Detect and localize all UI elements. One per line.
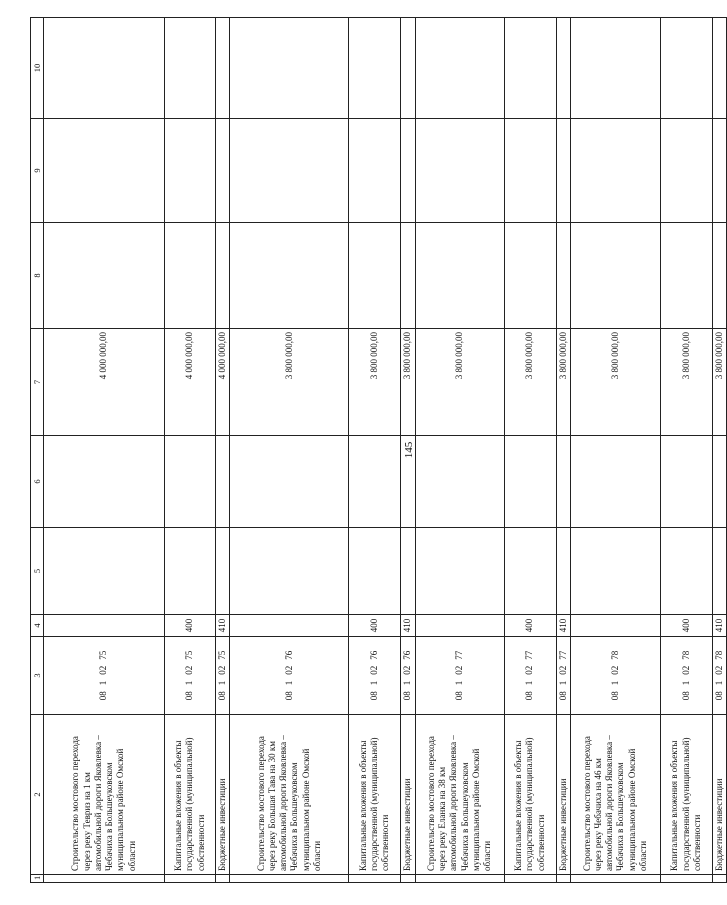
- expense-type: 410: [556, 615, 570, 637]
- amount: 3 800 000,00: [349, 329, 401, 436]
- row-index-cell: [349, 875, 401, 883]
- column-number-10: 10: [31, 18, 44, 119]
- code-part: 08: [283, 691, 294, 701]
- expense-type: [570, 615, 660, 637]
- expense-type: [230, 615, 349, 637]
- table-row: [504, 18, 556, 883]
- col-8-cell: [349, 223, 401, 329]
- col-10-cell: [556, 18, 570, 119]
- code-part: 76: [402, 650, 413, 660]
- column-number-4: 4: [31, 615, 44, 637]
- col-5-cell: [44, 528, 165, 615]
- target-code: [570, 637, 660, 715]
- target-code: [504, 637, 556, 715]
- col-6-cell: [216, 436, 230, 528]
- code-part: 76: [283, 650, 294, 660]
- item-name: Капитальные вложения в объекты государственной (муниципальной) собственности: [165, 715, 216, 875]
- col-8-cell: [216, 223, 230, 329]
- col-8-cell: [415, 223, 504, 329]
- item-name: Бюджетные инвестиции: [216, 715, 230, 875]
- code-part: 08: [453, 691, 464, 701]
- col-10-cell: [401, 18, 415, 119]
- code-part: 77: [557, 650, 568, 660]
- amount: 3 800 000,00: [660, 329, 712, 436]
- table-row: [712, 18, 726, 883]
- row-index-cell: [660, 875, 712, 883]
- table-row: [570, 18, 660, 883]
- page-number: 145: [403, 441, 415, 459]
- code-part: 78: [680, 650, 691, 660]
- col-6-cell: [230, 436, 349, 528]
- code-part: 08: [680, 691, 691, 701]
- col-6-cell: [712, 436, 726, 528]
- amount: 3 800 000,00: [504, 329, 556, 436]
- col-6-cell: [44, 436, 165, 528]
- table-row: [216, 18, 230, 883]
- code-part: 02: [184, 665, 195, 675]
- code-part: 75: [184, 650, 195, 660]
- code-part: 02: [283, 665, 294, 675]
- col-6-cell: [556, 436, 570, 528]
- table-row: [349, 18, 401, 883]
- column-number-7: 7: [31, 329, 44, 436]
- table-row: [556, 18, 570, 883]
- row-index-cell: [570, 875, 660, 883]
- amount: 3 800 000,00: [570, 329, 660, 436]
- col-10-cell: [216, 18, 230, 119]
- code-part: 77: [453, 650, 464, 660]
- code-part: 75: [98, 650, 109, 660]
- code-part: 02: [713, 665, 724, 675]
- col-5-cell: [556, 528, 570, 615]
- code-part: 02: [524, 665, 535, 675]
- amount: 3 800 000,00: [401, 329, 415, 436]
- col-10-cell: [349, 18, 401, 119]
- col-6-cell: [415, 436, 504, 528]
- code-part: 1: [283, 680, 294, 686]
- col-9-cell: [44, 119, 165, 223]
- item-name: Капитальные вложения в объекты государственной (муниципальной) собственности: [504, 715, 556, 875]
- column-number-3: 3: [31, 637, 44, 715]
- row-index-cell: [415, 875, 504, 883]
- col-8-cell: [165, 223, 216, 329]
- col-6-cell: [165, 436, 216, 528]
- col-8-cell: [712, 223, 726, 329]
- col-5-cell: [230, 528, 349, 615]
- amount: 4 000 000,00: [44, 329, 165, 436]
- target-code: [712, 637, 726, 715]
- col-9-cell: [660, 119, 712, 223]
- col-9-cell: [165, 119, 216, 223]
- item-name: Строительство мостового перехода через реку Чебачиха на 46 км автомобильной дороги Яковлевка – Чебачиха в Большеуковском муниципальном районе Омской области: [570, 715, 660, 875]
- col-8-cell: [230, 223, 349, 329]
- code-part: 75: [217, 650, 227, 660]
- amount: 3 800 000,00: [556, 329, 570, 436]
- col-8-cell: [44, 223, 165, 329]
- rotated-page: [30, 18, 724, 883]
- code-part: 78: [609, 650, 620, 660]
- col-5-cell: [570, 528, 660, 615]
- expense-type: 410: [712, 615, 726, 637]
- code-part: 08: [557, 691, 568, 701]
- col-6-cell: [504, 436, 556, 528]
- code-part: 1: [609, 680, 620, 686]
- expense-type: 410: [401, 615, 415, 637]
- code-part: 08: [217, 691, 227, 701]
- target-code: [660, 637, 712, 715]
- col-9-cell: [556, 119, 570, 223]
- code-part: 1: [713, 680, 724, 686]
- amount: 3 800 000,00: [230, 329, 349, 436]
- col-9-cell: [570, 119, 660, 223]
- col-9-cell: [415, 119, 504, 223]
- amount: 4 000 000,00: [165, 329, 216, 436]
- target-code: [165, 637, 216, 715]
- row-index-cell: [230, 875, 349, 883]
- expense-type: 400: [660, 615, 712, 637]
- col-9-cell: [216, 119, 230, 223]
- col-9-cell: [349, 119, 401, 223]
- col-9-cell: [712, 119, 726, 223]
- expense-type: 400: [504, 615, 556, 637]
- amount: 3 800 000,00: [712, 329, 726, 436]
- code-part: 02: [402, 665, 413, 675]
- code-part: 02: [680, 665, 691, 675]
- code-part: 76: [369, 650, 380, 660]
- code-part: 1: [369, 680, 380, 686]
- expense-type: 400: [349, 615, 401, 637]
- target-code: [556, 637, 570, 715]
- target-code: [44, 637, 165, 715]
- code-part: 08: [402, 691, 413, 701]
- col-5-cell: [165, 528, 216, 615]
- item-name: Бюджетные инвестиции: [712, 715, 726, 875]
- col-8-cell: [401, 223, 415, 329]
- col-8-cell: [660, 223, 712, 329]
- table-row: [660, 18, 712, 883]
- col-5-cell: [660, 528, 712, 615]
- table-body: [44, 18, 727, 883]
- code-part: 08: [184, 691, 195, 701]
- col-10-cell: [44, 18, 165, 119]
- code-part: 1: [557, 680, 568, 686]
- col-5-cell: [216, 528, 230, 615]
- column-number-2: 2: [31, 715, 44, 875]
- col-5-cell: [401, 528, 415, 615]
- target-code: [230, 637, 349, 715]
- col-10-cell: [504, 18, 556, 119]
- col-10-cell: [660, 18, 712, 119]
- code-part: 02: [217, 665, 227, 675]
- table-row: [230, 18, 349, 883]
- item-name: Строительство мостового перехода через реку Большая Тава на 30 км автомобильной дороги Яковлевка – Чебачиха в Большеуковском муниципальном районе Омской области: [230, 715, 349, 875]
- code-part: 78: [713, 650, 724, 660]
- code-part: 1: [98, 680, 109, 686]
- col-6-cell: [349, 436, 401, 528]
- code-part: 02: [98, 665, 109, 675]
- budget-table: [30, 17, 727, 883]
- col-8-cell: [556, 223, 570, 329]
- amount: 4 000 000,00: [216, 329, 230, 436]
- expense-type: 400: [165, 615, 216, 637]
- code-part: 08: [713, 691, 724, 701]
- col-8-cell: [570, 223, 660, 329]
- col-9-cell: [401, 119, 415, 223]
- col-5-cell: [415, 528, 504, 615]
- code-part: 08: [524, 691, 535, 701]
- item-name: Строительство мостового перехода через реку Еланка на 38 км автомобильной дороги Яковлевка – Чебачиха в Большеуковском муниципальном районе Омской области: [415, 715, 504, 875]
- col-6-cell: [570, 436, 660, 528]
- item-name: Бюджетные инвестиции: [401, 715, 415, 875]
- target-code: [401, 637, 415, 715]
- code-part: 1: [217, 680, 227, 686]
- target-code: [349, 637, 401, 715]
- code-part: 08: [609, 691, 620, 701]
- code-part: 77: [524, 650, 535, 660]
- amount: 3 800 000,00: [415, 329, 504, 436]
- target-code: [415, 637, 504, 715]
- expense-type: 410: [216, 615, 230, 637]
- col-5-cell: [349, 528, 401, 615]
- item-name: Бюджетные инвестиции: [556, 715, 570, 875]
- expense-type: [44, 615, 165, 637]
- item-name: Капитальные вложения в объекты государственной (муниципальной) собственности: [349, 715, 401, 875]
- target-code: [216, 637, 230, 715]
- code-part: 02: [369, 665, 380, 675]
- col-10-cell: [230, 18, 349, 119]
- col-6-cell: [401, 436, 415, 528]
- column-number-row: [31, 18, 44, 883]
- col-10-cell: [712, 18, 726, 119]
- column-number-9: 9: [31, 119, 44, 223]
- row-index-cell: [401, 875, 415, 883]
- col-8-cell: [504, 223, 556, 329]
- code-part: 1: [524, 680, 535, 686]
- code-part: 02: [557, 665, 568, 675]
- row-index-cell: [712, 875, 726, 883]
- code-part: 1: [453, 680, 464, 686]
- table-row: [415, 18, 504, 883]
- code-part: 08: [369, 691, 380, 701]
- code-part: 1: [184, 680, 195, 686]
- col-10-cell: [415, 18, 504, 119]
- column-number-6: 6: [31, 436, 44, 528]
- code-part: 02: [453, 665, 464, 675]
- col-5-cell: [504, 528, 556, 615]
- col-9-cell: [504, 119, 556, 223]
- table-row: [44, 18, 165, 883]
- row-index-cell: [44, 875, 165, 883]
- row-index-cell: [216, 875, 230, 883]
- item-name: Строительство мостового перехода через реку Тевриз на 1 км автомобильной дороги Яковлевка – Чебачиха в Большеуковском муниципальном районе Омской области: [44, 715, 165, 875]
- col-10-cell: [570, 18, 660, 119]
- code-part: 08: [98, 691, 109, 701]
- column-number-1: 1: [31, 875, 44, 883]
- col-5-cell: [712, 528, 726, 615]
- row-index-cell: [165, 875, 216, 883]
- col-10-cell: [165, 18, 216, 119]
- code-part: 02: [609, 665, 620, 675]
- column-number-8: 8: [31, 223, 44, 329]
- col-6-cell: [660, 436, 712, 528]
- col-9-cell: [230, 119, 349, 223]
- table-row: [165, 18, 216, 883]
- code-part: 1: [680, 680, 691, 686]
- row-index-cell: [556, 875, 570, 883]
- item-name: Капитальные вложения в объекты государственной (муниципальной) собственности: [660, 715, 712, 875]
- table-viewport: [30, 18, 724, 883]
- row-index-cell: [504, 875, 556, 883]
- column-number-5: 5: [31, 528, 44, 615]
- table-row: [401, 18, 415, 883]
- code-part: 1: [402, 680, 413, 686]
- expense-type: [415, 615, 504, 637]
